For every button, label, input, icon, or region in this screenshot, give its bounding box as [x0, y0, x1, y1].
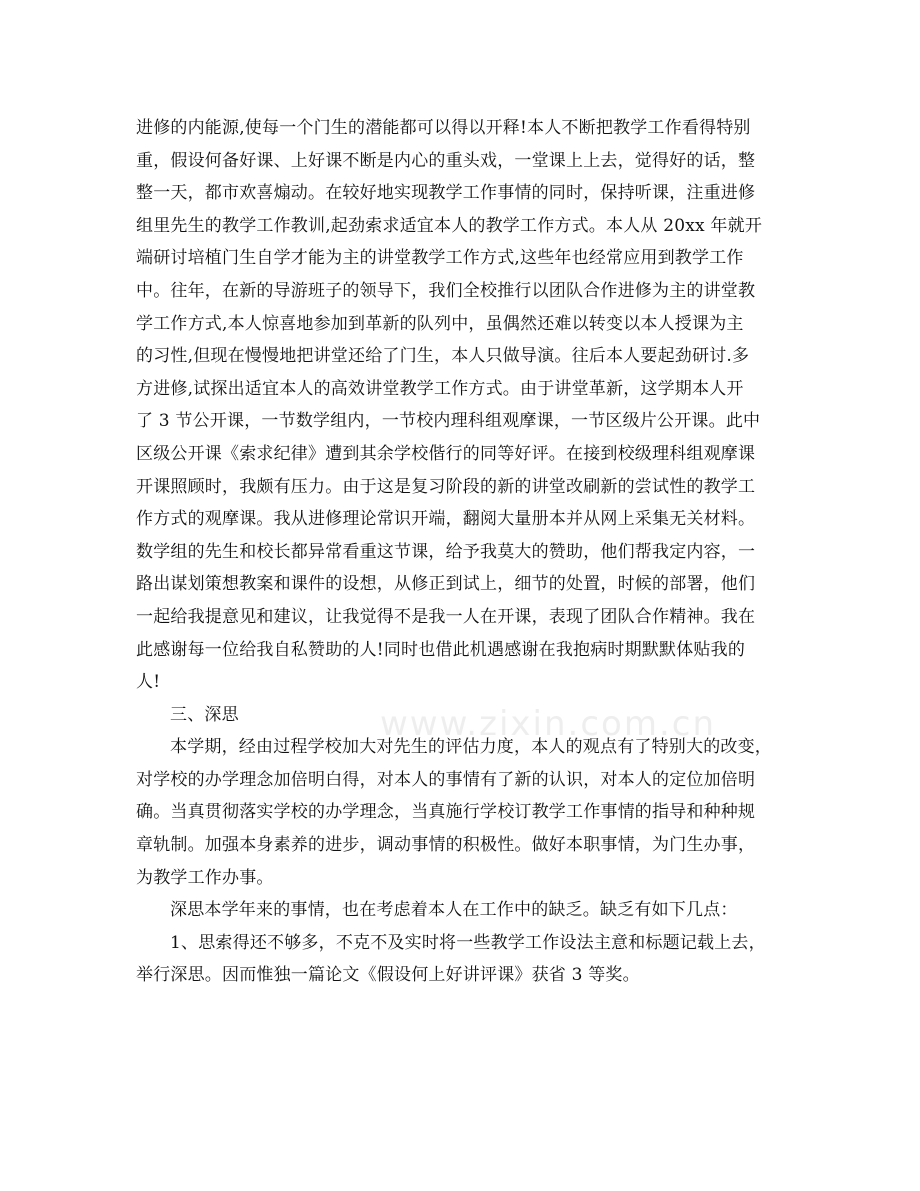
paragraph-line: 深思本学年来的事情，也在考虑着本人在工作中的缺乏。缺乏有如下几点： — [170, 900, 738, 921]
body-line: 开课照顾时，我颇有压力。由于这是复习阶段的新的讲堂改刷新的尝试性的教学工 — [136, 476, 756, 497]
paragraph-line: 确。当真贯彻落实学校的办学理念，当真施行学校订教学工作事情的指导和种种规 — [136, 802, 756, 823]
watermark: www.zixin.com.cn — [380, 704, 716, 744]
paragraph-line: 对学校的办学理念加倍明白得，对本人的事情有了新的认识，对本人的定位加倍明 — [136, 769, 756, 790]
body-line: 组里先生的教学工作教训,起劲索求适宜本人的教学工作方式。本人从 20xx 年就开 — [136, 215, 763, 236]
body-line: 端研讨培植门生自学才能为主的讲堂教学工作方式,这些年也经常应用到教学工作 — [136, 248, 744, 269]
body-line: 数学组的先生和校长都异常看重这节课，给予我莫大的赞助，他们帮我定内容，一 — [136, 541, 756, 562]
body-line: 一起给我提意见和建议，让我觉得不是我一人在开课，表现了团队合作精神。我在 — [136, 606, 756, 627]
body-line: 进修的内能源,使每一个门生的潜能都可以得以开释!本人不断把教学工作看得特别 — [136, 118, 751, 138]
body-line: 了 3 节公开课，一节数学组内，一节校内理科组观摩课，一节区级片公开课。此中 — [136, 411, 761, 432]
body-line: 区级公开课《索求纪律》遭到其余学校偕行的同等好评。在接到校级理科组观摩课 — [136, 443, 756, 464]
paragraph-line: 为教学工作办事。 — [136, 867, 274, 888]
body-line: 方进修,试探出适宜本人的高效讲堂教学工作方式。由于讲堂革新，这学期本人开 — [136, 378, 744, 399]
section-heading: 三、深思 — [170, 704, 239, 725]
list-item-line: 举行深思。因而惟独一篇论文《假设何上好讲评课》获省 3 等奖。 — [136, 965, 640, 986]
body-line: 的习性,但现在慢慢地把讲堂还给了门生，本人只做导演。往后本人要起劲研讨.多 — [136, 346, 750, 367]
body-line: 人! — [136, 672, 161, 693]
document-body — [136, 112, 808, 992]
body-line: 整一天，都市欢喜煽动。在较好地实现教学工作事情的同时，保持听课，注重进修 — [136, 183, 756, 204]
paragraph-line: 本学期，经由过程学校加大对先生的评估力度，本人的观点有了特别大的改变， — [170, 737, 772, 758]
body-line: 中。往年，在新的导游班子的领导下，我们全校推行以团队合作进修为主的讲堂教 — [136, 280, 756, 301]
body-line: 学工作方式,本人惊喜地参加到革新的队列中，虽偶然还难以转变以本人授课为主 — [136, 313, 744, 334]
body-line: 作方式的观摩课。我从进修理论常识开端，翻阅大量册本并从网上采集无关材料。 — [136, 509, 756, 530]
body-line: 重，假设何备好课、上好课不断是内心的重头戏，一堂课上上去，觉得好的话，整 — [136, 150, 756, 171]
body-line: 此感谢每一位给我自私赞助的人!同时也借此机遇感谢在我抱病时期默默体贴我的 — [136, 639, 746, 660]
list-item-line: 1、思索得还不够多，不克不及实时将一些教学工作设法主意和标题记载上去， — [170, 932, 766, 953]
paragraph-line: 章轨制。加强本身素养的进步，调动事情的积极性。做好本职事情，为门生办事， — [136, 835, 756, 856]
body-line: 路出谋划策想教案和课件的设想，从修正到试上，细节的处置，时候的部署，他们 — [136, 574, 756, 595]
